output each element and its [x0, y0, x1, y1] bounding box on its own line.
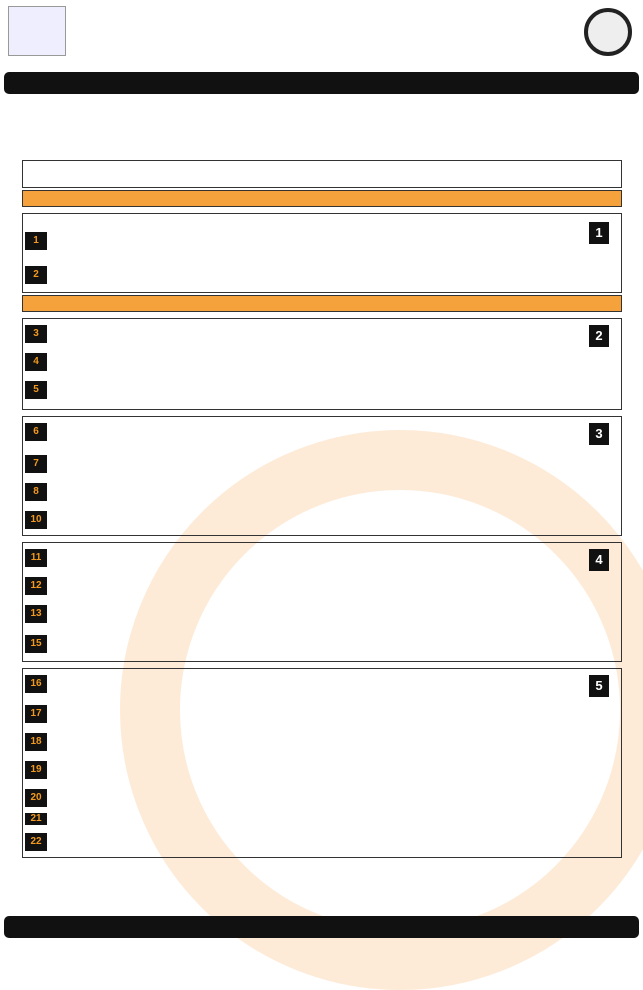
sector-21: 21: [25, 813, 47, 825]
sector-2: 2: [25, 266, 47, 284]
section-block-4: [22, 542, 622, 662]
sector-4: 4: [25, 353, 47, 371]
section-1: 1: [589, 222, 609, 244]
sector-6: 6: [25, 423, 47, 441]
sector-5: 5: [25, 381, 47, 399]
itinerary-table: [22, 160, 622, 858]
sector-15: 15: [25, 635, 47, 653]
section-block-1: [22, 213, 622, 293]
rallye-ourense-logo: [222, 8, 422, 58]
sector-3: 3: [25, 325, 47, 343]
header: [0, 0, 643, 70]
section-3: 3: [589, 423, 609, 445]
escuderia-seal-icon: [584, 8, 632, 56]
sector-18: 18: [25, 733, 47, 751]
sector-19: 19: [25, 761, 47, 779]
section-block-3: [22, 416, 622, 536]
sector-11: 11: [25, 549, 47, 567]
section-2: 2: [589, 325, 609, 347]
sector-12: 12: [25, 577, 47, 595]
section-5: 5: [589, 675, 609, 697]
rallyes-asfalto-logo: [8, 6, 66, 56]
reglamento-bar: [4, 72, 639, 94]
section-block-5: [22, 668, 622, 858]
sector-16: 16: [25, 675, 47, 693]
table-header: [22, 160, 622, 188]
day-friday: [22, 190, 622, 207]
sector-7: 7: [25, 455, 47, 473]
section-4: 4: [589, 549, 609, 571]
sector-8: 8: [25, 483, 47, 501]
sector-17: 17: [25, 705, 47, 723]
sector-10: 10: [25, 511, 47, 529]
sector-1: 1: [25, 232, 47, 250]
sector-20: 20: [25, 789, 47, 807]
sector-22: 22: [25, 833, 47, 851]
article-title: [22, 118, 30, 150]
section-block-2: [22, 318, 622, 410]
sector-13: 13: [25, 605, 47, 623]
day-saturday: [22, 295, 622, 312]
website-bar: [4, 916, 639, 938]
